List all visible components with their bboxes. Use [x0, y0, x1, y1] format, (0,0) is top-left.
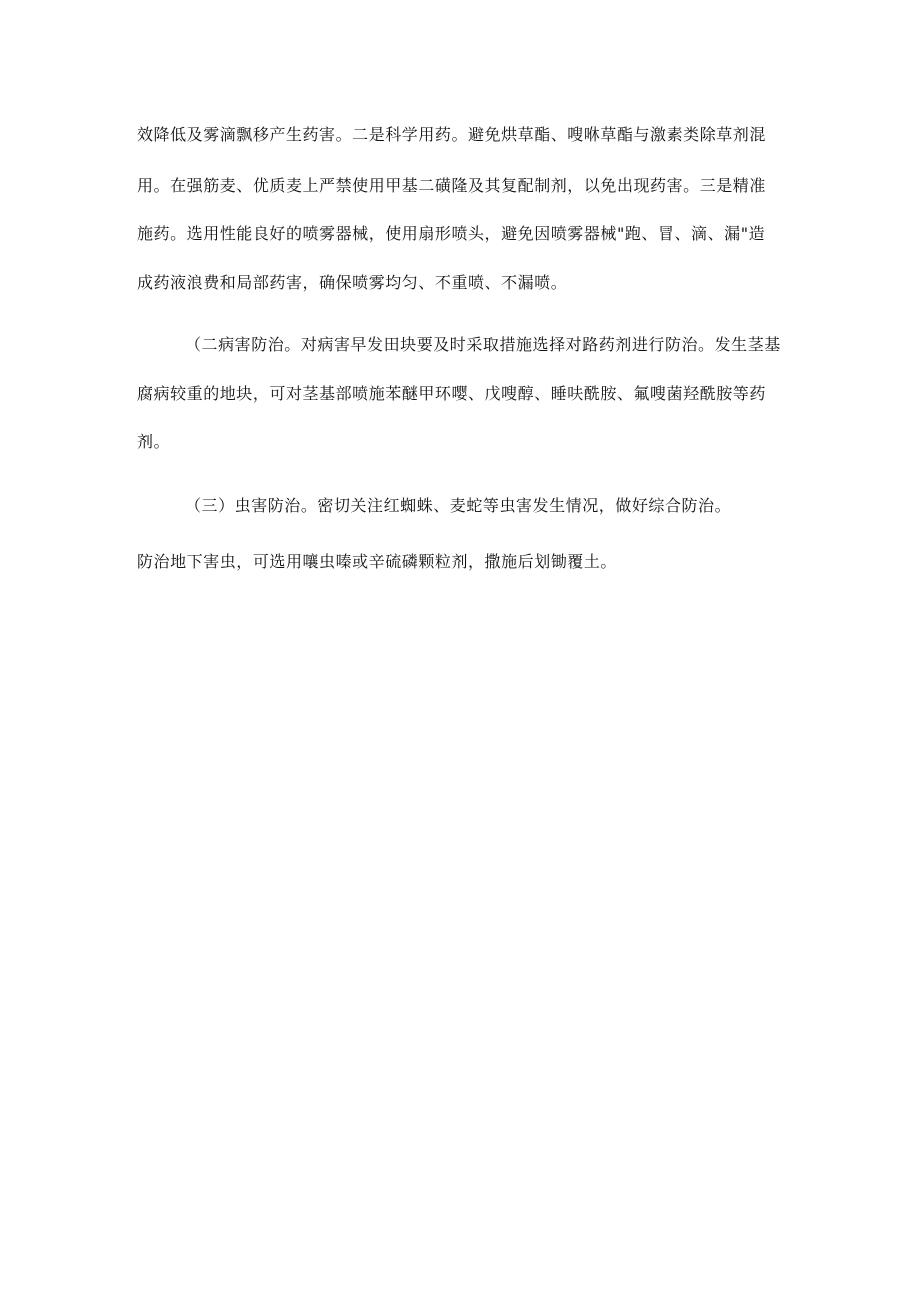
text-line: （二病害防治。对病害早发田块要及时采取措施选择对路药剂进行防治。发生茎基 — [185, 335, 781, 354]
text-line: 成药液浪费和局部药害，确保喷雾均匀、不重喷、不漏喷。 — [137, 273, 568, 292]
text-line: （三）虫害防治。密切关注红蜘蛛、麦蛇等虫害发生情况，做好综合防治。 — [185, 496, 732, 515]
text-line: 剂。 — [137, 432, 171, 451]
text-line: 防治地下害虫，可选用嚷虫嗪或辛硫磷颗粒剂，撒施后划锄覆土。 — [137, 552, 617, 571]
text-line: 施药。选用性能良好的喷雾器械，使用扇形喷头，避免因喷雾器械"跑、冒、滴、漏"造 — [137, 224, 766, 243]
text-line: 效降低及雾滴飘移产生药害。二是科学用药。避免烘草酯、嗖咻草酯与激素类除草剂混 — [137, 125, 766, 144]
text-line: 用。在强筋麦、优质麦上严禁使用甲基二磺隆及其复配制剂，以免出现药害。三是精准 — [137, 176, 766, 195]
text-line: 腐病较重的地块，可对茎基部喷施苯醚甲环嘤、戊嗖醇、睡呋酰胺、氟嗖菌羟酰胺等药 — [137, 384, 766, 403]
